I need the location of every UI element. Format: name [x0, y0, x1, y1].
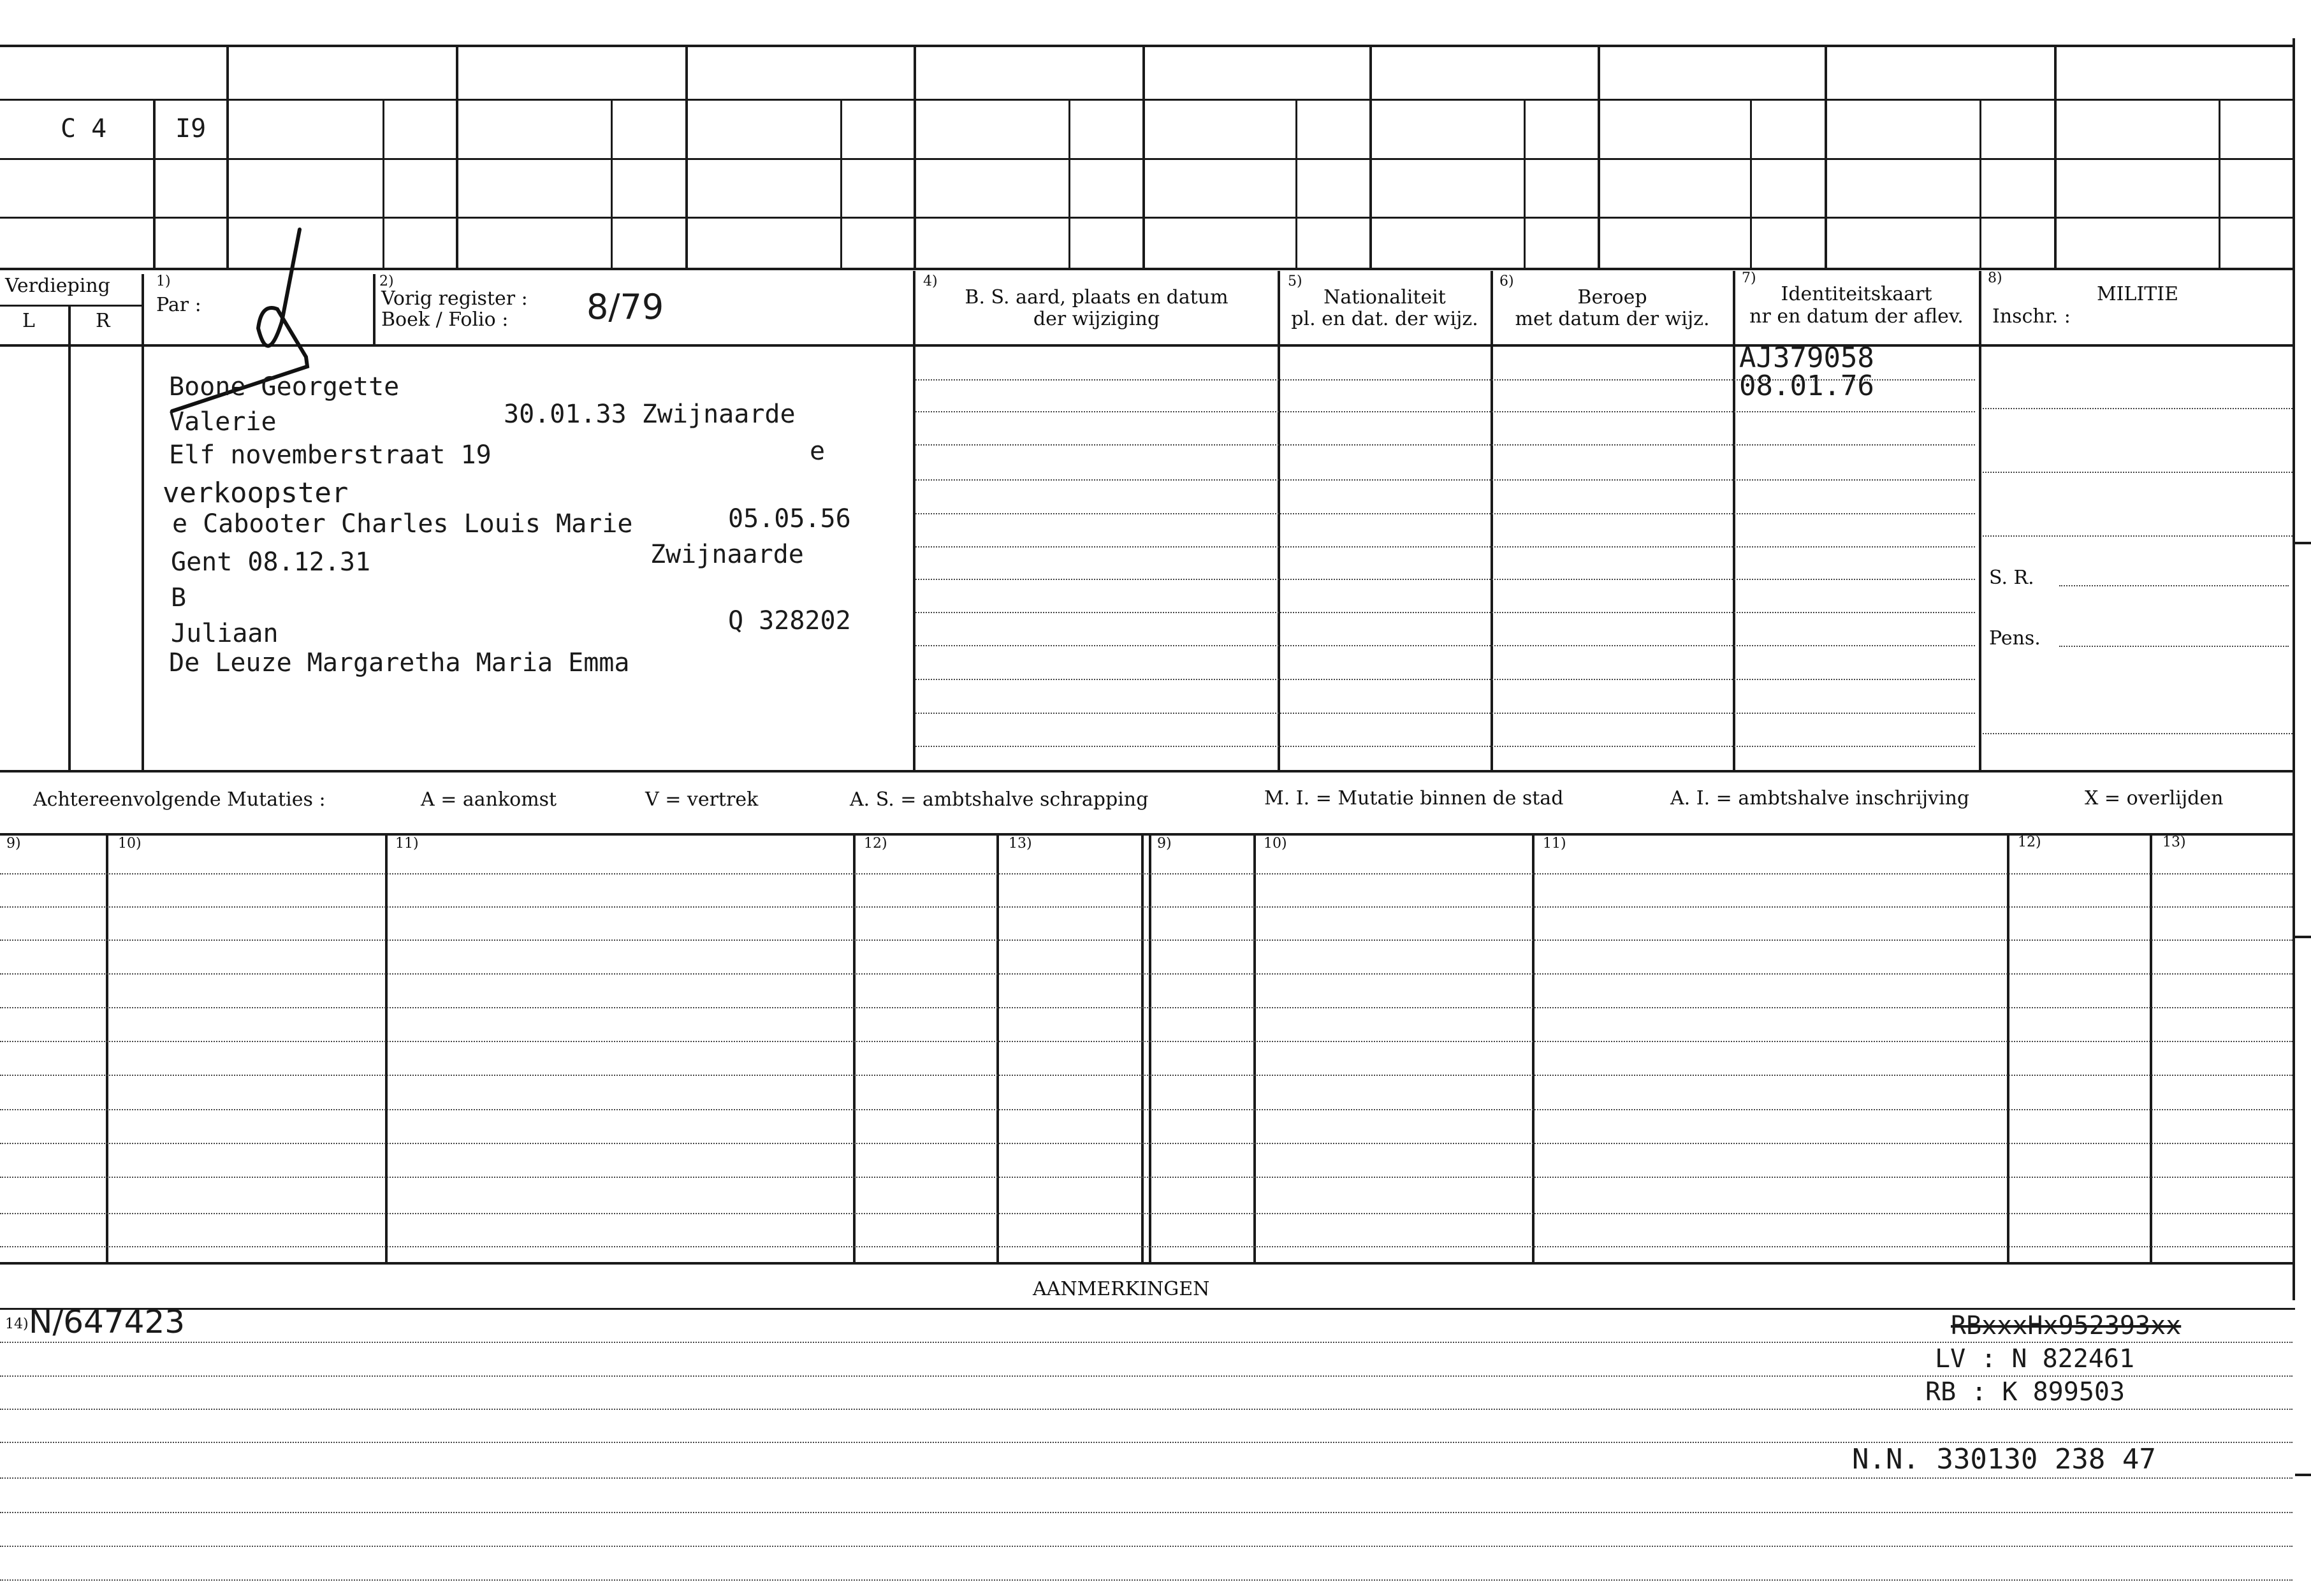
militie-number: 8)	[1988, 270, 2002, 286]
id-card-date: 08.01.76	[1739, 370, 1874, 402]
aanm-row-line	[0, 1579, 2293, 1581]
militie-row-line	[1983, 733, 2293, 734]
mut-row-line	[0, 1213, 2293, 1214]
nat-number: 5)	[1288, 273, 1302, 289]
grid-col-line	[1295, 99, 1297, 268]
aanm-row-line	[0, 1375, 2293, 1377]
par-number: 1)	[156, 273, 171, 289]
margin-tick	[2295, 1474, 2311, 1476]
header-col-line	[373, 274, 375, 344]
militie-row-line	[1983, 472, 2293, 473]
mut-col-12: 12)	[864, 836, 887, 852]
id-number: 7)	[1742, 270, 1756, 286]
person-line-3: Elf novemberstraat 19	[169, 440, 492, 470]
top-border	[0, 45, 2295, 47]
aanm-rb: RB : K 899503	[1925, 1377, 2125, 1407]
verdieping-col-line	[68, 305, 71, 770]
mutaties-a: A = aankomst	[421, 788, 557, 811]
person-line-5: e Cabooter Charles Louis Marie	[172, 509, 633, 539]
grid-col-line	[383, 99, 384, 268]
mut-col-12b: 12)	[2018, 834, 2041, 850]
row-line	[915, 546, 1975, 548]
person-line-3-mark: e	[810, 437, 826, 466]
mut-col-13: 13)	[1009, 836, 1032, 852]
row-line	[915, 645, 1975, 646]
mut-col-10b: 10)	[1264, 836, 1287, 852]
row-line	[915, 612, 1975, 613]
bs-number: 4)	[923, 273, 938, 289]
mutaties-v: V = vertrek	[645, 788, 759, 811]
sr-label: S. R.	[1989, 567, 2034, 589]
grid-row-line	[0, 99, 2295, 101]
aanm-lv: LV : N 822461	[1935, 1344, 2135, 1374]
pens-label: Pens.	[1989, 627, 2041, 649]
mut-row-line	[0, 906, 2293, 908]
header-col-line	[1278, 271, 1280, 771]
grid-col-line	[1369, 45, 1372, 268]
header-col-line	[1491, 271, 1493, 771]
row-line	[915, 746, 1975, 747]
mut-row-line	[0, 1246, 2293, 1247]
mutaties-col-line	[853, 833, 856, 1263]
person-line-4: verkoopster	[163, 477, 349, 509]
beroep-label-2: met datum der wijz.	[1515, 308, 1710, 330]
grid-col-line	[1524, 99, 1526, 268]
person-line-8: Juliaan	[171, 619, 279, 648]
nat-label-2: pl. en dat. der wijz.	[1291, 308, 1478, 330]
id-label-1: Identiteitskaart	[1781, 283, 1932, 305]
verdieping-divider	[0, 305, 142, 307]
mut-row-line	[0, 1177, 2293, 1178]
mut-row-line	[0, 1007, 2293, 1008]
militie-row-line	[1983, 408, 2293, 409]
bs-label-1: B. S. aard, plaats en datum	[965, 286, 1228, 308]
aanm-number: 14)	[5, 1316, 29, 1332]
person-line-6-place: Zwijnaarde	[650, 540, 804, 569]
person-line-6: Gent 08.12.31	[171, 548, 371, 577]
mutaties-col-line	[1141, 833, 1144, 1263]
grid-col-line	[1598, 45, 1600, 268]
mutaties-col-line	[996, 833, 999, 1263]
aanm-row-line	[0, 1546, 2293, 1547]
person-line-8-code: Q 328202	[728, 606, 851, 635]
sr-dotted-line	[2059, 585, 2289, 586]
mutaties-as: A. S. = ambtshalve schrapping	[850, 788, 1149, 811]
row-line	[915, 679, 1975, 680]
row-line	[915, 479, 1975, 481]
grid-row-line	[0, 217, 2295, 219]
aanm-row-line	[0, 1477, 2293, 1479]
person-line-2-date: 30.01.33 Zwijnaarde	[504, 400, 796, 429]
mut-col-13b: 13)	[2162, 834, 2186, 850]
grid-col-line	[1750, 99, 1752, 268]
beroep-number: 6)	[1499, 273, 1514, 289]
row-line	[915, 713, 1975, 714]
person-line-5-date: 05.05.56	[728, 504, 851, 533]
bs-label-2: der wijziging	[1033, 308, 1160, 330]
aanmerkingen-title: AANMERKINGEN	[1033, 1278, 1210, 1300]
verdieping-l-label: L	[22, 310, 35, 332]
mut-col-11b: 11)	[1543, 836, 1566, 852]
margin-tick	[2295, 936, 2311, 938]
mut-row-line	[0, 873, 2293, 874]
grid-col-line	[456, 45, 458, 268]
mutaties-col-line	[385, 833, 388, 1263]
row-line	[915, 513, 1975, 514]
mutaties-top-line	[0, 833, 2295, 836]
mutaties-bottom-line	[0, 1262, 2295, 1265]
header-bottom-line	[0, 344, 2295, 347]
person-line-1: Boone Georgette	[169, 372, 400, 402]
nat-label-1: Nationaliteit	[1323, 286, 1446, 308]
grid-row-line	[0, 158, 2295, 160]
grid-col-line	[1068, 99, 1070, 268]
mutaties-col-line	[2150, 833, 2152, 1263]
aanm-row-line	[0, 1342, 2293, 1343]
grid-cell-c4: C 4	[61, 114, 107, 143]
mut-row-line	[0, 1143, 2293, 1144]
mutaties-mi: M. I. = Mutatie binnen de stad	[1264, 787, 1564, 809]
aanm-nn: N.N. 330130 238 47	[1852, 1443, 2156, 1476]
aanm-row-line	[0, 1409, 2293, 1410]
vorig-register-label: Vorig register :	[381, 287, 528, 310]
mut-col-10: 10)	[118, 836, 142, 852]
verdieping-label: Verdieping	[5, 275, 110, 297]
margin-tick	[2295, 542, 2311, 544]
mut-row-line	[0, 973, 2293, 975]
person-line-2-name: Valerie	[169, 407, 277, 437]
grid-col-line	[685, 45, 688, 268]
aanm-code: N/647423	[29, 1303, 186, 1340]
aanm-struck-value: RBxxxHx952393xx	[1951, 1311, 2182, 1340]
mut-row-line	[0, 1041, 2293, 1042]
verdieping-r-label: R	[96, 310, 110, 332]
grid-right-edge	[2293, 38, 2295, 1300]
header-col-line	[1733, 271, 1735, 771]
mutaties-x: X = overlijden	[2085, 787, 2224, 809]
grid-col-line	[2219, 99, 2220, 268]
par-label: Par :	[156, 294, 201, 316]
mutaties-col-line	[2007, 833, 2009, 1263]
mut-row-line	[0, 1109, 2293, 1110]
body-bottom-line	[0, 770, 2295, 773]
beroep-label-1: Beroep	[1577, 286, 1647, 308]
grid-col-line	[611, 99, 613, 268]
mut-col-9b: 9)	[1157, 836, 1172, 852]
mut-col-11: 11)	[395, 836, 419, 852]
vorig-register-value: 8/79	[587, 287, 664, 327]
pens-dotted-line	[2059, 646, 2289, 647]
mut-col-9: 9)	[6, 836, 21, 852]
mutaties-col-line	[1253, 833, 1256, 1263]
boek-folio-label: Boek / Folio :	[381, 308, 509, 331]
inschr-label: Inschr. :	[1992, 305, 2071, 328]
row-line	[915, 579, 1975, 580]
person-line-9: De Leuze Margaretha Maria Emma	[169, 648, 630, 678]
mutaties-title: Achtereenvolgende Mutaties :	[33, 788, 326, 811]
aanm-row-line	[0, 1512, 2293, 1513]
grid-col-line	[1825, 45, 1827, 268]
grid-col-line	[840, 99, 842, 268]
grid-cell-19: I9	[175, 114, 207, 143]
row-line	[915, 444, 1975, 446]
militie-row-line	[1983, 535, 2293, 537]
grid-bottom-line	[0, 268, 2295, 270]
row-line	[915, 411, 1975, 412]
grid-col-line	[1142, 45, 1145, 268]
grid-col-line	[1979, 99, 1981, 268]
mut-row-line	[0, 1075, 2293, 1076]
header-col-line	[1979, 271, 1981, 771]
aanmerkingen-top-line	[0, 1308, 2295, 1310]
grid-col-line	[2054, 45, 2057, 268]
id-card-number: AJ379058	[1739, 342, 1874, 374]
militie-label: MILITIE	[2096, 283, 2179, 305]
header-col-line	[913, 271, 915, 771]
grid-col-line	[914, 45, 916, 268]
id-label-2: nr en datum der aflev.	[1749, 305, 1964, 328]
person-line-7: B	[171, 583, 187, 613]
mutaties-col-line	[106, 833, 108, 1263]
mutaties-col-line	[1532, 833, 1535, 1263]
mutaties-col-line	[1149, 833, 1151, 1263]
mutaties-ai: A. I. = ambtshalve inschrijving	[1670, 787, 1970, 809]
mut-row-line	[0, 939, 2293, 941]
vorig-number: 2)	[379, 273, 394, 289]
